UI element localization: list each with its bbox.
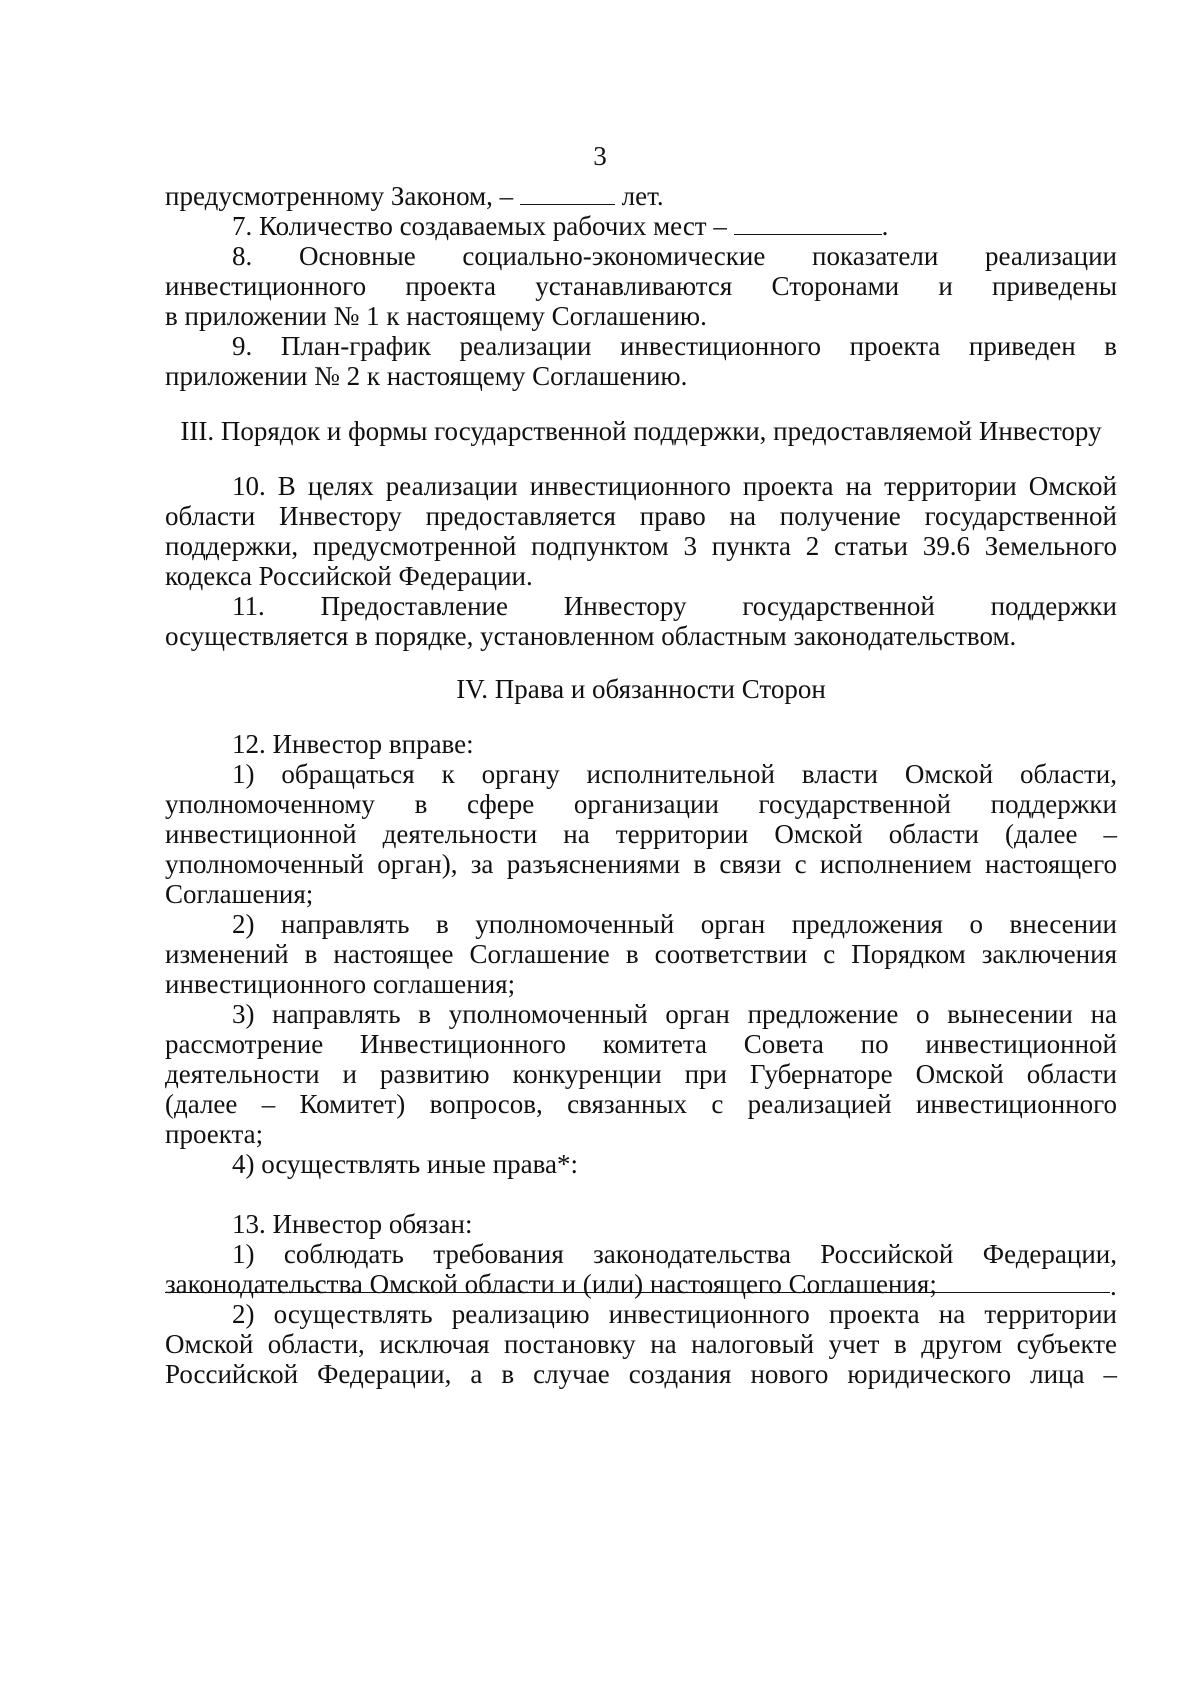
text-line: 12. Инвестор вправе: bbox=[232, 729, 474, 759]
text-line: инвестиционного соглашения; bbox=[165, 969, 516, 999]
text-line: 8. Основные социально-экономические показатели реализации bbox=[232, 241, 1117, 271]
text-line: инвестиционной деятельности на территории Омской области (далее – bbox=[165, 819, 1117, 849]
text-line: законодательства Омской области и (или) настоящего Соглашения; bbox=[165, 1269, 937, 1299]
text-line: осуществляется в порядке, установленном областным законодательством. bbox=[165, 621, 1017, 651]
text-line: деятельности и развитию конкуренции при Губернаторе Омской области bbox=[165, 1059, 1117, 1089]
text-line: проекта; bbox=[165, 1119, 264, 1149]
text-line: приложении № 2 к настоящему Соглашению. bbox=[165, 361, 688, 391]
text-line: 3) направлять в уполномоченный орган предложение о вынесении на bbox=[232, 999, 1117, 1029]
fill-in-blank bbox=[734, 212, 882, 235]
text-line: 2) осуществлять реализацию инвестиционного проекта на территории bbox=[232, 1299, 1117, 1329]
page-number: 3 bbox=[593, 141, 607, 171]
text-line: (далее – Комитет) вопросов, связанных с реализацией инвестиционного bbox=[165, 1089, 1117, 1119]
text-line: уполномоченный орган), за разъяснениями в связи с исполнением настоящего bbox=[165, 849, 1117, 879]
section-heading: III. Порядок и формы государственной поддержки, предоставляемой Инвестору bbox=[180, 416, 1102, 446]
text-line: Омской области, исключая постановку на налоговый учет в другом субъекте bbox=[165, 1329, 1117, 1359]
text-line: Российской Федерации, а в случае создания нового юридического лица – bbox=[165, 1359, 1117, 1389]
section-heading: IV. Права и обязанности Сторон bbox=[456, 674, 826, 704]
text-line: рассмотрение Инвестиционного комитета Совета по инвестиционной bbox=[165, 1029, 1117, 1059]
text-line: Соглашения; bbox=[165, 879, 314, 909]
text-line: 9. План-график реализации инвестиционного проекта приведен в bbox=[232, 331, 1117, 361]
text-line: кодекса Российской Федерации. bbox=[165, 561, 533, 591]
text-line: 11. Предоставление Инвестору государственной поддержки bbox=[232, 591, 1117, 621]
fill-in-blank bbox=[520, 182, 615, 205]
text-line: 4) осуществлять иные права*: bbox=[232, 1149, 579, 1179]
text-line: области Инвестору предоставляется право на получение государственной bbox=[165, 501, 1117, 531]
text-line: в приложении № 1 к настоящему Соглашению. bbox=[165, 301, 707, 331]
text-line: 13. Инвестор обязан: bbox=[232, 1209, 473, 1239]
rule-period: . bbox=[1110, 1271, 1117, 1301]
text-line bbox=[165, 180, 1117, 212]
text-line: 1) обращаться к органу исполнительной власти Омской области, bbox=[232, 759, 1117, 789]
text-span: 7. Количество создаваемых рабочих мест – bbox=[232, 211, 727, 241]
text-line bbox=[232, 210, 1117, 242]
text-line: 2) направлять в уполномоченный орган предложения о внесении bbox=[232, 909, 1117, 939]
text-line: 1) соблюдать требования законодательства Российской Федерации, bbox=[232, 1239, 1117, 1269]
text-span: . bbox=[881, 211, 889, 241]
text-line: уполномоченному в сфере организации государственной поддержки bbox=[165, 789, 1117, 819]
text-span: лет. bbox=[621, 181, 664, 211]
text-line: изменений в настоящее Соглашение в соответствии с Порядком заключения bbox=[165, 939, 1117, 969]
text-line: 10. В целях реализации инвестиционного проекта на территории Омской bbox=[232, 471, 1117, 501]
text-span: предусмотренному Законом, – bbox=[165, 181, 514, 211]
text-line: поддержки, предусмотренной подпунктом 3 пункта 2 статьи 39.6 Земельного bbox=[165, 531, 1117, 561]
text-line: инвестиционного проекта устанавливаются Сторонами и приведены bbox=[165, 271, 1117, 301]
